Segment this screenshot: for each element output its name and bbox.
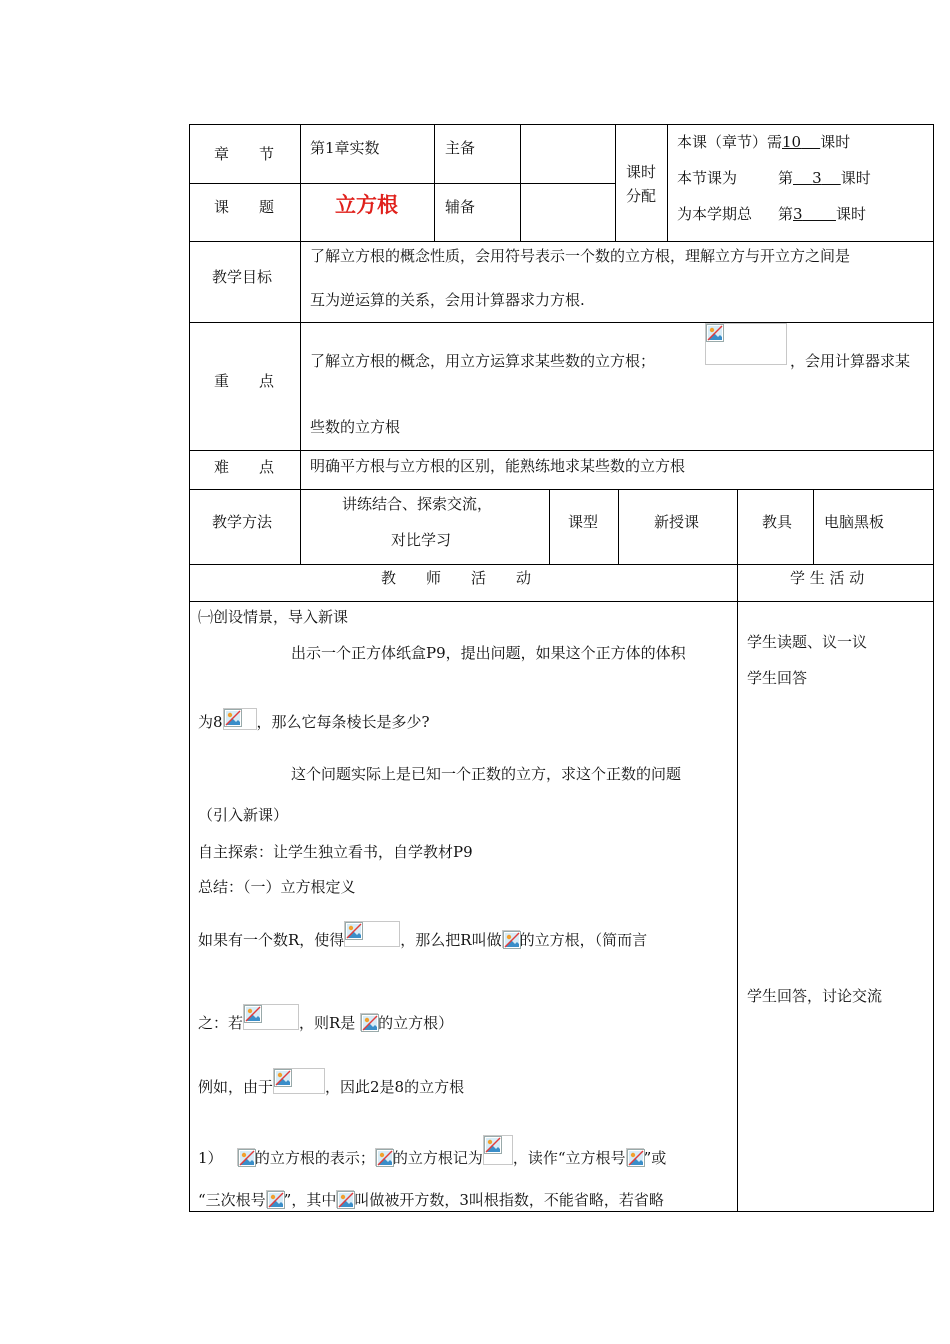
- teacher-text-line: 例如，由于 ，因此2是8的立方根: [198, 1068, 464, 1096]
- teaching-tools-value: 电脑黑板: [824, 513, 885, 531]
- table-border: [933, 124, 934, 1212]
- formula-image: [375, 1148, 393, 1166]
- method-label: 教学方法: [212, 513, 273, 531]
- student-activity-text: 学生读题、议一议: [747, 633, 868, 651]
- formula-image: [344, 921, 400, 947]
- broken-image-icon: [345, 922, 363, 940]
- table-border: [737, 489, 738, 1212]
- formula-image: [360, 1013, 378, 1031]
- topic-title: 立方根: [335, 193, 398, 217]
- chapter-value: 第1章实数: [310, 139, 380, 157]
- formula-image: [705, 323, 787, 365]
- hours-lesson-value: 3: [812, 169, 822, 187]
- student-activity-text: 学生回答: [747, 669, 808, 687]
- hours-label-line1: 课时: [626, 163, 657, 181]
- broken-image-icon: [337, 1191, 355, 1209]
- goals-text-line1: 了解立方根的概念性质，会用符号表示一个数的立方根，理解立方与开立方之间是: [310, 247, 851, 265]
- teacher-activity-header: 教 师 活 动: [381, 569, 532, 587]
- difficulties-label: 难 点: [214, 458, 275, 476]
- formula-image: [243, 1004, 299, 1030]
- table-border: [813, 489, 814, 565]
- broken-image-icon: [361, 1014, 379, 1032]
- table-border: [189, 1211, 934, 1212]
- table-border: [520, 124, 521, 242]
- table-border: [615, 124, 616, 242]
- broken-image-icon: [267, 1191, 285, 1209]
- broken-image-icon: [376, 1149, 394, 1167]
- lesson-type-label: 课型: [568, 513, 599, 531]
- broken-image-icon: [238, 1149, 256, 1167]
- broken-image-icon: [706, 324, 724, 342]
- hours-term-prefix: 为本学期总: [677, 205, 753, 223]
- method-value-line2: 对比学习: [391, 531, 452, 549]
- hours-total-suffix: 课时: [820, 133, 851, 151]
- difficulties-text: 明确平方根与立方根的区别，能熟练地求某些数的立方根: [310, 457, 686, 475]
- formula-image: [237, 1148, 255, 1166]
- table-border: [549, 489, 550, 565]
- hours-label-line2: 分配: [626, 187, 657, 205]
- key-points-label: 重 点: [214, 372, 275, 390]
- topic-label: 课 题: [214, 198, 275, 216]
- table-border: [189, 124, 190, 1212]
- key-points-text-line2: 些数的立方根: [310, 418, 401, 436]
- key-points-text-a: 了解立方根的概念，用立方运算求某些数的立方根；: [310, 352, 656, 370]
- broken-image-icon: [627, 1149, 645, 1167]
- table-border: [300, 124, 301, 565]
- formula-image: [502, 930, 520, 948]
- assist-prep-label: 辅备: [445, 198, 476, 216]
- hours-total-value: 10: [782, 133, 802, 151]
- hours-term-value: 3: [793, 205, 803, 223]
- table-border: [618, 489, 619, 565]
- teacher-text-line: 为8 ，那么它每条棱长是多少?: [198, 708, 430, 731]
- key-points-text-b: ，会用计算器求某: [790, 352, 911, 370]
- definition-heading: 总结：（一）立方根定义: [198, 878, 356, 896]
- teacher-text-line: （引入新课）: [198, 806, 289, 824]
- formula-image: [336, 1190, 354, 1208]
- chapter-label: 章 节: [214, 145, 275, 163]
- teacher-text-line: 自主探索：让学生独立看书，自学教材P9: [198, 843, 473, 861]
- teacher-text-line: 之：若 ，则R是 的立方根）: [198, 1004, 453, 1032]
- table-border: [667, 124, 668, 242]
- hours-lesson-number: 第 3 课时: [778, 169, 871, 187]
- broken-image-icon: [484, 1136, 502, 1154]
- hours-total-prefix: 本课（章节）需: [677, 133, 783, 151]
- formula-image: [626, 1148, 644, 1166]
- broken-image-icon: [503, 931, 521, 949]
- broken-image-icon: [244, 1005, 262, 1023]
- hours-total-line: [677, 133, 850, 151]
- teacher-text-line: 这个问题实际上是已知一个正数的立方，求这个正数的问题: [291, 765, 682, 783]
- hours-lesson-line: [677, 169, 737, 187]
- table-border: [434, 124, 435, 242]
- student-activity-text: 学生回答，讨论交流: [747, 987, 883, 1005]
- student-activity-header: 学 生 活 动: [790, 569, 865, 587]
- method-value-line1: 讲练结合、探索交流，: [342, 495, 493, 513]
- formula-image: [223, 708, 257, 730]
- table-border: [189, 183, 616, 184]
- section-intro-heading: ㈠创设情景，导入新课: [198, 608, 349, 626]
- hours-lesson-prefix: 本节课为: [677, 169, 738, 187]
- broken-image-icon: [274, 1069, 292, 1087]
- teaching-tools-label: 教具: [762, 513, 793, 531]
- table-border: [189, 601, 934, 602]
- teacher-text-line: 出示一个正方体纸盒P9，提出问题，如果这个正方体的体积: [291, 644, 686, 662]
- formula-image: [483, 1135, 513, 1165]
- lesson-type-value: 新授课: [654, 513, 700, 531]
- hours-term-line: [677, 205, 752, 223]
- formula-image: [273, 1068, 325, 1094]
- main-prep-label: 主备: [445, 139, 476, 157]
- teacher-text-line: 1） 的立方根的表示； 的立方根记为 ，读作“立方根号 ”或: [198, 1135, 666, 1167]
- broken-image-icon: [224, 709, 242, 727]
- hours-term-number: 第3 课时: [778, 205, 866, 223]
- teacher-text-line: “三次根号 ”，其中 叫做被开方数，3叫根指数，不能省略，若省略: [198, 1191, 664, 1209]
- goals-label: 教学目标: [212, 268, 273, 286]
- formula-image: [266, 1190, 284, 1208]
- goals-text-line2: 互为逆运算的关系，会用计算器求力方根.: [310, 291, 585, 309]
- teacher-text-line: 如果有一个数R，使得 ，那么把R叫做 的立方根，（简而言: [198, 921, 647, 949]
